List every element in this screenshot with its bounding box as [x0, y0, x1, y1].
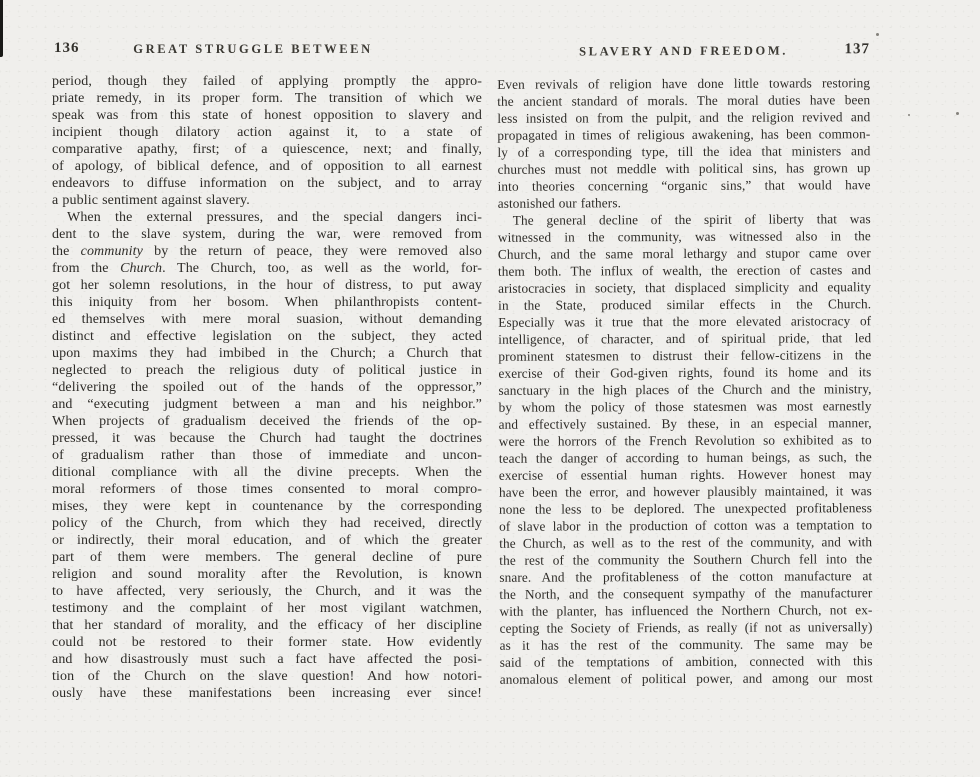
text-line: ditional compliance with all the divine precepts. When the [52, 465, 482, 480]
text-line: witnessed in the community, was witnessed also in the [497, 228, 871, 245]
text-line: upon maxims they had imbibed in the Church; a Church that [52, 346, 482, 361]
text-line: neglected to preach the religious duty of political justice in [52, 363, 482, 378]
text-line: priate remedy, in its proper form. The transition of which we [52, 91, 482, 106]
text-line: the Church, as well as to the rest of the community, and with [499, 534, 873, 551]
page-left [52, 42, 482, 702]
text-line: When projects of gradualism deceived the friends of the op- [52, 414, 482, 429]
text-line: them both. The influx of wealth, the erection of castes and [497, 262, 872, 279]
speckle [908, 114, 910, 116]
text-line: moral reformers of those times consented to moral compro- [52, 482, 482, 497]
text-line: distinct and effective legislation on the subject, they acted [52, 329, 482, 344]
text-line: to have affected, very seriously, the Church, and it was the [52, 584, 482, 599]
text-line: ed themselves with mere moral suasion, without demanding [52, 312, 482, 327]
text-line: none the less to be deplored. The unexpected profitableness [498, 500, 873, 517]
page-body-right [497, 74, 873, 688]
text-line: the community by the return of peace, they were removed also [52, 244, 482, 259]
text-line: When the external pressures, and the special dangers inci- [67, 210, 482, 225]
text-line: the rest of the community the Southern Church fell into the [499, 551, 873, 568]
text-line: into theories concerning “organic sins,” that would have [497, 177, 871, 194]
text-line: that her standard of morality, and the efficacy of her discipline [52, 618, 482, 633]
text-line: speak was from this state of honest opposition to slavery and [52, 108, 482, 123]
text-line: from the Church. The Church, too, as well as the world, for- [52, 261, 483, 276]
text-line: ly of a corresponding type, till the idea that ministers and [497, 143, 871, 160]
text-line: Church, and the same moral lethargy and stupor came over [497, 245, 871, 262]
text-line: exercise of essential human rights. However honest may [498, 466, 872, 483]
text-line: by whom the policy of those statesmen was most earnestly [498, 398, 872, 415]
text-line: exercise of their God-given rights, found its home and its [498, 364, 872, 381]
text-line: could not be restored to their former state. How evidently [52, 635, 482, 650]
text-line: period, though they failed of applying promptly the appro- [52, 74, 482, 89]
paragraph [497, 74, 871, 212]
text-line: said of the temptations of ambition, connected with this [499, 653, 873, 670]
page-number-left: 136 [54, 40, 80, 56]
text-line: and “executing judgment between a man and his neighbor.” [52, 397, 482, 412]
page-body-left [52, 73, 482, 702]
text-line: incipient though dilatory action against it, to a state of [52, 125, 482, 140]
page-header-left [52, 42, 482, 62]
text-line: or indirectly, their moral education, and of which the greater [52, 533, 482, 548]
text-line: dent to the slave system, during the war, were removed from [52, 227, 482, 242]
paragraph [52, 209, 482, 702]
paragraph [52, 73, 482, 209]
page-number-right: 137 [844, 41, 871, 58]
text-line: of gradualism rather than those of immediate and uncon- [52, 448, 482, 463]
text-line: of slave labor in the production of cotton was a temptation to [499, 517, 873, 534]
text-line: Especially was it true that the more elevated aristocracy of [498, 313, 872, 330]
text-line: snare. And the profitableness of the cotton manufacture at [499, 568, 873, 585]
text-line: as it has the rest of the community. The same may be [499, 636, 873, 653]
text-line: and how disastrously must such a fact have affected the posi- [52, 652, 482, 667]
text-line: part of them were members. The general decline of pure [52, 550, 482, 565]
text-line: religion and sound morality after the Revolution, is known [52, 567, 482, 582]
scan-edge-artifact [0, 0, 3, 57]
text-line: a public sentiment against slavery. [52, 193, 250, 208]
text-line: Even revivals of religion have done little towards restoring [497, 75, 871, 92]
running-header-left: GREAT STRUGGLE BETWEEN [133, 42, 373, 56]
text-line: this iniquity from her bosom. When philanthropists content- [52, 295, 482, 310]
text-line: the North, and the consequent sympathy of the manufacturer [499, 585, 873, 602]
text-line: “delivering the spoiled out of the hands of the oppressor,” [52, 380, 482, 395]
text-line: propagated in times of religious awakening, has been common- [497, 126, 871, 143]
text-line: in the State, produced similar effects in the Church. [498, 296, 872, 313]
text-line: intelligence, of character, and of spiritual pride, that led [498, 330, 872, 347]
text-line: cepting the Society of Friends, as really (if not as universally) [499, 619, 873, 636]
text-line: sanctuary in the high places of the Church and the ministry, [498, 381, 872, 398]
text-line: got her solemn resolutions, in the hour of distress, to put away [52, 278, 482, 293]
text-line: of apology, of biblical defence, and of opposition to all earnest [52, 159, 482, 174]
text-line: policy of the Church, from which they had received, directly [52, 516, 482, 531]
text-line: with the planter, has influenced the Northern Church, not ex- [499, 602, 873, 619]
running-header-right: SLAVERY AND FREEDOM. [579, 43, 788, 59]
text-line: aristocracies in society, that displaced simplicity and equality [498, 279, 872, 296]
text-line: were the horrors of the French Revolution so exhibited as to [498, 432, 872, 449]
text-line: testimony and the complaint of her most vigilant watchmen, [52, 601, 482, 616]
page-right [497, 43, 873, 688]
page-header-right [497, 43, 870, 65]
speckle [956, 112, 959, 115]
text-line: ously have these manifestations been increasing ever since! [52, 686, 482, 701]
text-line: anomalous element of political power, and among our most [499, 670, 873, 687]
text-line: mises, they were kept in countenance by the corresponding [52, 499, 482, 514]
text-line: churches must not meddle with political sins, has grown up [497, 160, 871, 177]
text-line: teach the danger of according to human beings, as such, the [498, 449, 872, 466]
text-line: astonished our fathers. [497, 195, 622, 211]
speckle [876, 33, 879, 36]
text-line: have been the error, and however plausibly maintained, it was [498, 483, 872, 500]
text-line: pressed, it was because the Church had taught the doctrines [52, 431, 482, 446]
text-line: endeavors to diffuse information on the subject, and to array [52, 176, 482, 191]
text-line: tion of the Church on the slave question! And how notori- [52, 669, 482, 684]
text-line: comparative apathy, first; of a quiescence, next; and finally, [52, 142, 482, 157]
text-line: and effectively sustained. By these, in an especial manner, [498, 415, 872, 432]
paragraph [498, 210, 873, 688]
text-line: The general decline of the spirit of liberty that was [512, 211, 871, 228]
text-line: less insisted on from the pulpit, and the religion revived and [497, 109, 871, 126]
text-line: the ancient standard of morals. The moral duties have been [497, 92, 871, 109]
text-line: prominent statesmen to distrust their fellow-citizens in the [498, 347, 872, 364]
